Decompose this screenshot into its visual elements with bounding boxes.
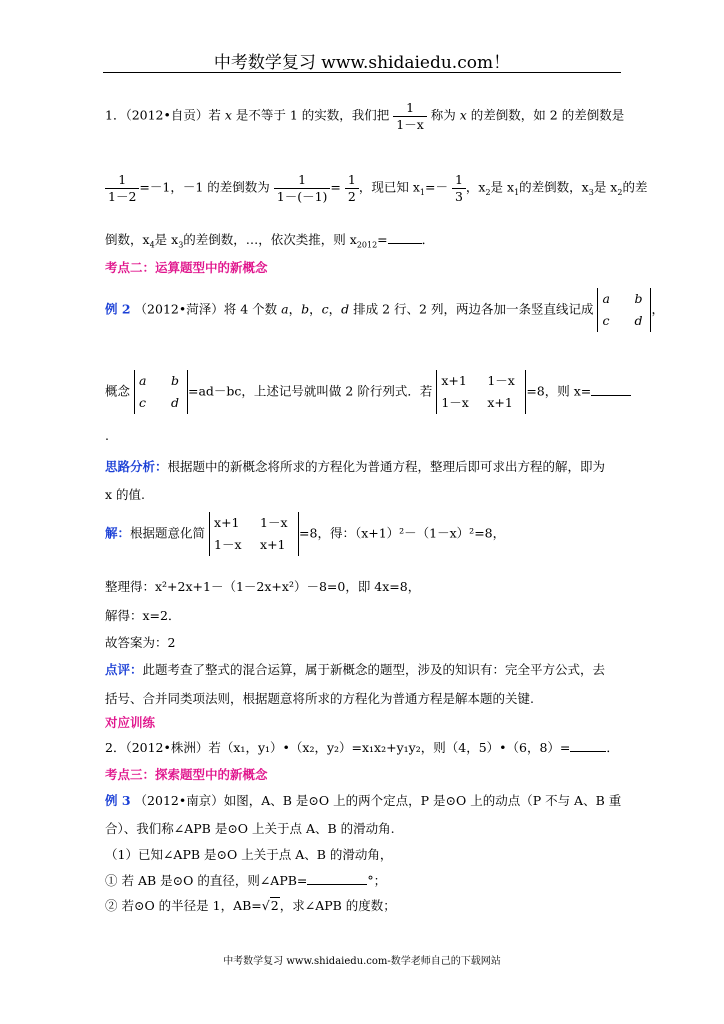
comment: 点评：此题考查了整式的混合运算，属于新概念的题型，涉及的知识有：完全平方公式，去 — [105, 662, 606, 677]
q1-frac1: $\frac{1}{1-x}$ — [393, 100, 427, 132]
ex3-q1: ① 若 AB 是⊙O 的直径，则∠APB= °； — [105, 873, 387, 888]
section-title-k2: 考点二：运算题型中的新概念 — [105, 260, 268, 275]
page-footer: 中考数学复习 www.shidaiedu.com-数学老师自己的下载网站 — [223, 956, 501, 967]
det-x: x+1 1－x 1－x x+1 — [436, 370, 526, 414]
q1-line3: 倒数，$x_4$是 $x_3$的差倒数，…，依次类推，则 $x_{2012}=$ ． — [105, 232, 435, 250]
header-rule — [103, 72, 621, 73]
analysis: 思路分析：根据题中的新概念将所求的方程化为普通方程，整理后即可求出方程的解，即为 — [105, 459, 606, 474]
ex3-q2: ② 若⊙O 的半径是 1，AB=√2，求∠APB 的度数； — [105, 898, 396, 913]
ex2-line1: 例 2 （2012•菏泽）将 4 个数 a，b，c，d 排成 2 行、2 列，两边各加一条竖直线记成 a b c d ， — [105, 288, 664, 332]
answer-blank — [388, 242, 422, 244]
training-title: 对应训练 — [105, 715, 156, 730]
q2: 2．（2012•株洲）若（x₁，y₁）•（x₂，y₂）=x₁x₂+y₁y₂，则（4，5）•（6，8）= ． — [105, 740, 619, 755]
ex3-line1: 例 3 （2012•南京）如图，A、B 是⊙O 上的两个定点，P 是⊙O 上的动点（P 不与 A、B 重 — [105, 793, 622, 808]
ex2-line2: 概念 a b c d =ad－bc，上述记号就叫做 2 阶行列式．若 x+1 1－x 1－x x+1 =8，则 x= — [105, 370, 631, 414]
page-header: 中考数学复习 www.shidaiedu.com！ — [213, 53, 511, 73]
q1-line2: $\frac{1}{1-2}$ =－1，－1 的差倒数为 $\frac{1}{1-(-1)}$ = $\frac{1}{2}$ ，现已知 $x_1=-$ $\frac{1}{3}$ ，$x_2$是 $x_1$的差倒数，$x_3$是 $x_2$的差 — [105, 172, 647, 204]
section-title-k3: 考点三：探索题型中的新概念 — [105, 767, 268, 782]
det-abcd: a b c d — [597, 288, 651, 332]
solution-line1: 解：根据题意化简 x+1 1－x 1－x x+1 =8，得：（x+1）²－（1－x）²=8， — [105, 512, 505, 556]
q1-line1: 1．（2012•自贡）若 x 是不等于 1 的实数，我们把 $\frac{1}{1-x}$ 称为 x 的差倒数，如 2 的差倒数是 — [105, 100, 625, 132]
